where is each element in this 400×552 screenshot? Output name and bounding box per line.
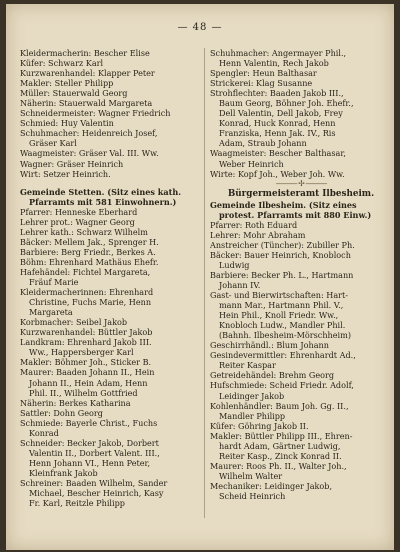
- directory-entry: hardt Adam, Gärtner Ludwig,: [219, 440, 341, 451]
- directory-entry: (Bahnh. Ilbesheim-Mörschheim): [219, 330, 351, 341]
- directory-entry: mann Mar., Hartmann Phil. V.,: [219, 300, 344, 311]
- directory-entry: Gräser Karl: [29, 138, 77, 149]
- directory-entry: Hufschmiede: Scheid Friedr. Adolf,: [210, 380, 354, 391]
- directory-entry: Hafehändel: Fichtel Margareta,: [20, 266, 151, 277]
- directory-entry: Makler: Büttler Philipp III., Ehren-: [210, 430, 353, 441]
- left-column: [20, 48, 202, 508]
- directory-entry: Küfer: Schwarz Karl: [20, 58, 104, 69]
- directory-entry: Näherin: Stauerwald Margareta: [20, 98, 153, 109]
- directory-entry: Fräuf Marie: [29, 277, 79, 288]
- directory-entry: Küfer: Göhring Jakob II.: [210, 420, 309, 431]
- directory-entry: Wirte: Kopf Joh., Weber Joh. Ww.: [210, 168, 345, 179]
- directory-entry: Dell Valentin, Dell Jakob, Frey: [219, 108, 343, 119]
- directory-entry: Strohflechter: Baaden Jakob III.,: [210, 88, 344, 99]
- directory-entry: Kleidermacherin: Bescher Elise: [20, 48, 150, 58]
- directory-entry: Reiter Kaspar: [219, 360, 276, 371]
- directory-entry: Wirt: Setzer Heinrich.: [20, 168, 111, 179]
- ornament-rule: ——— ✢ ———: [275, 178, 327, 188]
- page-number: — 48 —: [177, 22, 223, 33]
- directory-entry: Schuhmacher: Heidenreich Josef,: [20, 128, 158, 139]
- directory-entry: Gesindevermittler: Ehrenhardt Ad.,: [210, 350, 356, 361]
- directory-entry: Waagmeister: Bescher Balthasar,: [210, 148, 346, 159]
- directory-entry: Geschirrhändl.: Blum Johann: [210, 340, 329, 351]
- directory-entry: Johann IV.: [219, 279, 261, 290]
- book-page: [6, 4, 394, 550]
- directory-entry: Kohlenhändler: Baum Joh. Gg. II.,: [210, 400, 349, 411]
- directory-entry: Lehrer: Mohr Abraham: [210, 229, 306, 240]
- directory-entry: Müller: Stauerwald Georg: [20, 88, 128, 99]
- directory-entry: Konrad: [29, 427, 59, 438]
- directory-entry: Franziska, Henn Jak. IV., Ris: [219, 128, 336, 139]
- directory-entry: Fr. Karl, Reitzle Philipp: [29, 498, 125, 509]
- directory-entry: Pfarrer: Roth Eduard: [210, 219, 298, 230]
- municipality-heading: protest. Pfarramts mit 880 Einw.): [219, 209, 372, 220]
- directory-entry: Böhm: Ehrenhard Mathäus Ehefr.: [20, 256, 159, 267]
- directory-entry: Pfarrer: Henneske Eberhard: [20, 206, 138, 217]
- directory-entry: Korbmacher: Seibel Jakob: [20, 317, 128, 328]
- directory-entry: Waagmeister: Gräser Val. III. Ww.: [20, 148, 159, 159]
- directory-entry: Schneider: Becker Jakob, Dorbert: [20, 437, 159, 448]
- directory-entry: Knobloch Ludw., Mandler Phil.: [219, 320, 346, 331]
- directory-entry: Adam, Straub Johann: [219, 138, 307, 149]
- directory-entry: Makler: Böhmer Joh., Sticker B.: [20, 357, 152, 368]
- municipality-heading: Gemeinde Ilbesheim. (Sitz eines: [210, 199, 357, 210]
- directory-entry: Ludwig: [219, 259, 250, 270]
- directory-entry: Wagner: Gräser Heinrich: [20, 158, 124, 169]
- directory-entry: Gast- und Bierwirtschaften: Hart-: [210, 290, 349, 301]
- directory-entry: Margareta: [29, 307, 73, 318]
- directory-entry: Barbiere: Berg Friedr., Berkes A.: [20, 246, 156, 257]
- directory-entry: Valentin II., Dorbert Valent. III.,: [29, 447, 160, 458]
- directory-entry: Michael, Bescher Heinrich, Kasy: [29, 488, 164, 499]
- directory-entry: Spengler: Heun Balthasar: [210, 68, 317, 79]
- column-divider: [204, 48, 205, 518]
- directory-entry: Ww., Happersberger Karl: [29, 347, 134, 358]
- directory-entry: Landkram: Ehrenhard Jakob III.: [20, 337, 152, 348]
- directory-entry: Konrad, Huck Konrad, Henn: [219, 118, 336, 129]
- directory-entry: Henn Valentin, Rech Jakob: [219, 58, 329, 69]
- directory-entry: Kurzwarenhandel: Büttler Jakob: [20, 327, 153, 338]
- directory-entry: Johann II., Hein Adam, Henn: [29, 377, 148, 388]
- directory-entry: Maurer: Roos Ph. II., Walter Joh.,: [210, 460, 347, 471]
- directory-entry: Schreiner: Baaden Wilhelm, Sander: [20, 477, 168, 488]
- directory-entry: Bäcker: Mellem Jak., Sprenger H.: [20, 236, 159, 247]
- directory-entry: Barbiere: Becker Ph. L., Hartmann: [210, 269, 354, 280]
- directory-entry: Phil. II., Wilhelm Gottfried: [29, 387, 138, 398]
- section-title: Bürgermeisteramt Ilbesheim.: [227, 188, 375, 199]
- directory-entry: Leidinger Jakob: [219, 390, 285, 401]
- directory-entry: Hein Phil., Knoll Friedr. Ww.,: [219, 310, 339, 321]
- directory-entry: Maurer: Baaden Johann II., Hein: [20, 367, 155, 378]
- directory-entry: Strickerei: Klag Susanne: [210, 78, 313, 89]
- directory-entry: Schmied: Huy Valentin: [20, 118, 114, 129]
- municipality-heading: Pfarramts mit 581 Einwohnern.): [29, 196, 177, 207]
- directory-entry: Scheid Heinrich: [219, 490, 286, 501]
- directory-entry: Schneidermeister: Wagner Friedrich: [20, 108, 171, 119]
- municipality-heading: Gemeinde Stetten. (Sitz eines kath.: [20, 186, 182, 197]
- directory-entry: Makler: Steller Philipp: [20, 78, 114, 89]
- right-column: [210, 48, 392, 501]
- directory-entry: Henn Johann VI., Henn Peter,: [29, 457, 151, 468]
- directory-entry: Weber Heinrich: [219, 158, 284, 169]
- section-gap: [20, 179, 202, 187]
- directory-entry: Mechaniker: Leidinger Jakob,: [210, 480, 333, 491]
- directory-entry: Anstreicher (Tüncher): Zubiller Ph.: [210, 239, 355, 250]
- directory-entry: Näherin: Berkes Katharina: [20, 397, 131, 408]
- directory-entry: Christine, Fuchs Marie, Henn: [29, 297, 152, 308]
- directory-entry: Reiter Kasp., Zinck Konrad II.: [219, 450, 342, 461]
- directory-entry: Kleidermacherinnen: Ehrenhard: [20, 287, 154, 298]
- directory-entry: Wilhelm Walter: [219, 470, 283, 481]
- directory-entry: Mandler Philipp: [219, 410, 286, 421]
- directory-entry: Schmiede: Bayerle Christ., Fuchs: [20, 417, 158, 428]
- directory-entry: Lehrer kath.: Schwarz Wilhelm: [20, 226, 148, 237]
- directory-entry: Kurzwarenhandel: Klapper Peter: [20, 68, 155, 79]
- directory-entry: Bäcker: Bauer Heinrich, Knobloch: [210, 249, 351, 260]
- directory-entry: Schuhmacher: Angermayer Phil.,: [210, 48, 347, 58]
- directory-entry: Getreidehändel: Brehm Georg: [210, 370, 335, 381]
- directory-entry: Kleinfrank Jakob: [29, 467, 98, 478]
- directory-entry: Baum Georg, Böhner Joh. Ehefr.,: [219, 98, 354, 109]
- directory-entry: Sattler: Dohn Georg: [20, 407, 103, 418]
- directory-entry: Lehrer prot.: Wagner Georg: [20, 216, 135, 227]
